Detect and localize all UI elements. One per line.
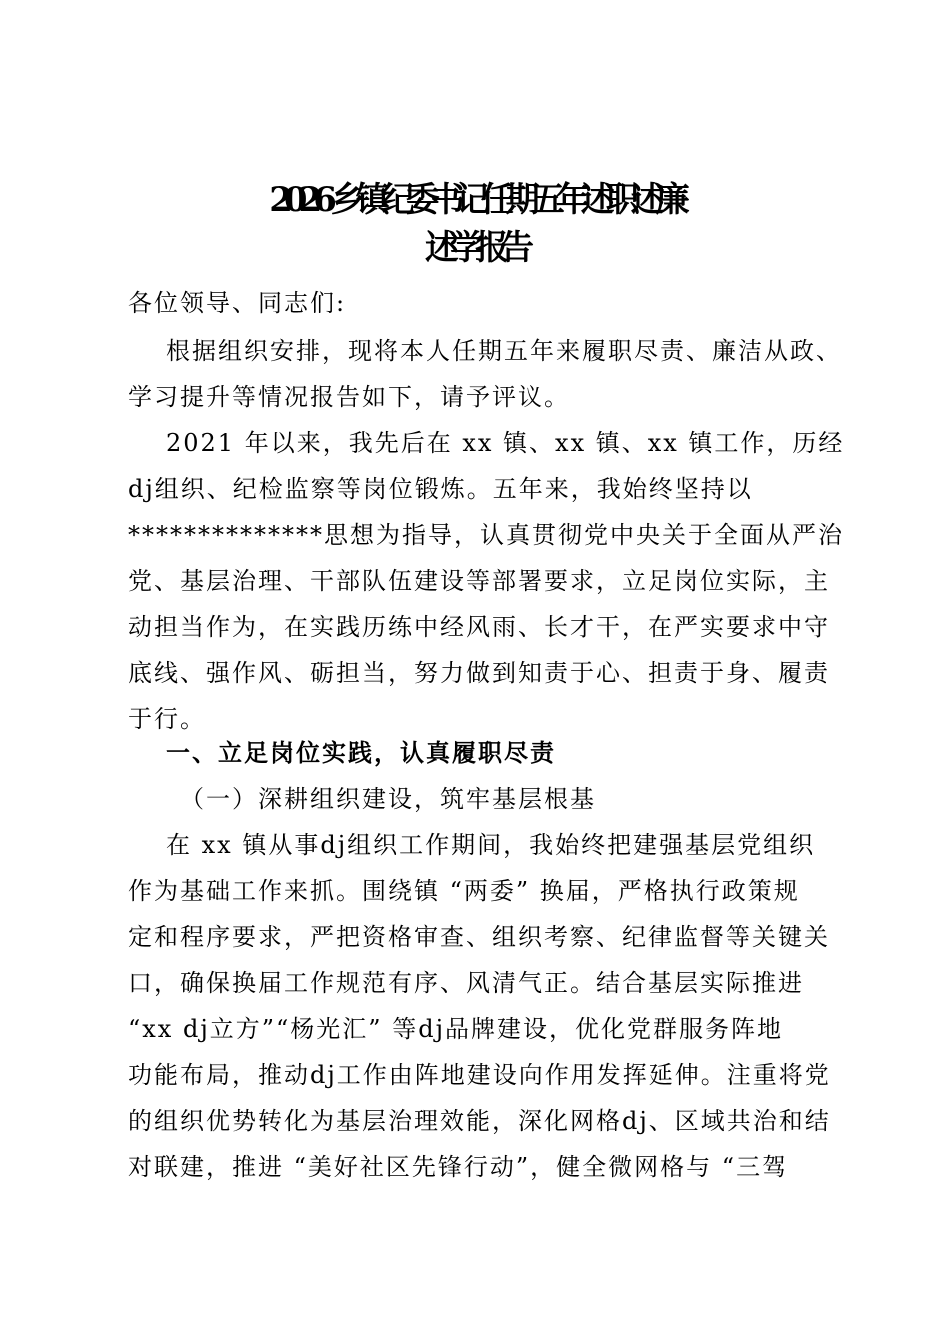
- section-1-paragraph-line-6: 功能布局，推动dj工作由阵地建设向作用发挥延伸。注重将党: [128, 1061, 831, 1089]
- paragraph-2-line-2: dj组织、纪检监察等岗位锻炼。五年来，我始终坚持以: [128, 475, 753, 503]
- document-title-line-2: 述学报告: [425, 228, 525, 268]
- document-title-line-1: 2026 乡镇纪委书记任期五年述职述廉: [269, 180, 681, 220]
- section-1-paragraph-line-3: 定和程序要求，严把资格审查、组织考察、纪律监督等关键关: [128, 923, 830, 951]
- section-1-paragraph-line-1: 在 xx 镇从事dj组织工作期间，我始终把建强基层党组织: [166, 831, 816, 859]
- paragraph-2-line-6: 底线、强作风、砺担当，努力做到知责于心、担责于身、履责: [128, 659, 830, 687]
- paragraph-2-line-4: 党、基层治理、干部队伍建设等部署要求，立足岗位实际，主: [128, 567, 830, 595]
- section-1-paragraph-line-2: 作为基础工作来抓。围绕镇 “两委” 换届，严格执行政策规: [128, 877, 800, 905]
- paragraph-2-line-1: 2021 年以来，我先后在 xx 镇、xx 镇、xx 镇工作，历经: [166, 429, 845, 457]
- paragraph-2-line-3: **************思想为指导，认真贯彻党中央关于全面从严治: [128, 521, 844, 549]
- salutation: 各位领导、同志们:: [128, 289, 347, 317]
- subsection-1-heading: （一）深耕组织建设，筑牢基层根基: [180, 785, 596, 813]
- paragraph-2-line-7: 于行。: [128, 705, 206, 733]
- section-1-paragraph-line-8: 对联建，推进 “美好社区先锋行动”，健全微网格与 “三驾: [128, 1153, 789, 1181]
- section-1-heading: 一、立足岗位实践，认真履职尽责: [166, 738, 556, 767]
- section-1-paragraph-line-7: 的组织优势转化为基层治理效能，深化网格dj、区域共治和结: [128, 1107, 831, 1135]
- section-1-paragraph-line-4: 口，确保换届工作规范有序、风清气正。结合基层实际推进: [128, 969, 804, 997]
- paragraph-1-line-2: 学习提升等情况报告如下，请予评议。: [128, 383, 570, 411]
- section-1-paragraph-line-5: “xx dj立方”“杨光汇” 等dj品牌建设，优化党群服务阵地: [128, 1015, 784, 1043]
- paragraph-2-line-5: 动担当作为，在实践历练中经风雨、长才干，在严实要求中守: [128, 613, 830, 641]
- paragraph-1-line-1: 根据组织安排，现将本人任期五年来履职尽责、廉洁从政、: [166, 337, 842, 365]
